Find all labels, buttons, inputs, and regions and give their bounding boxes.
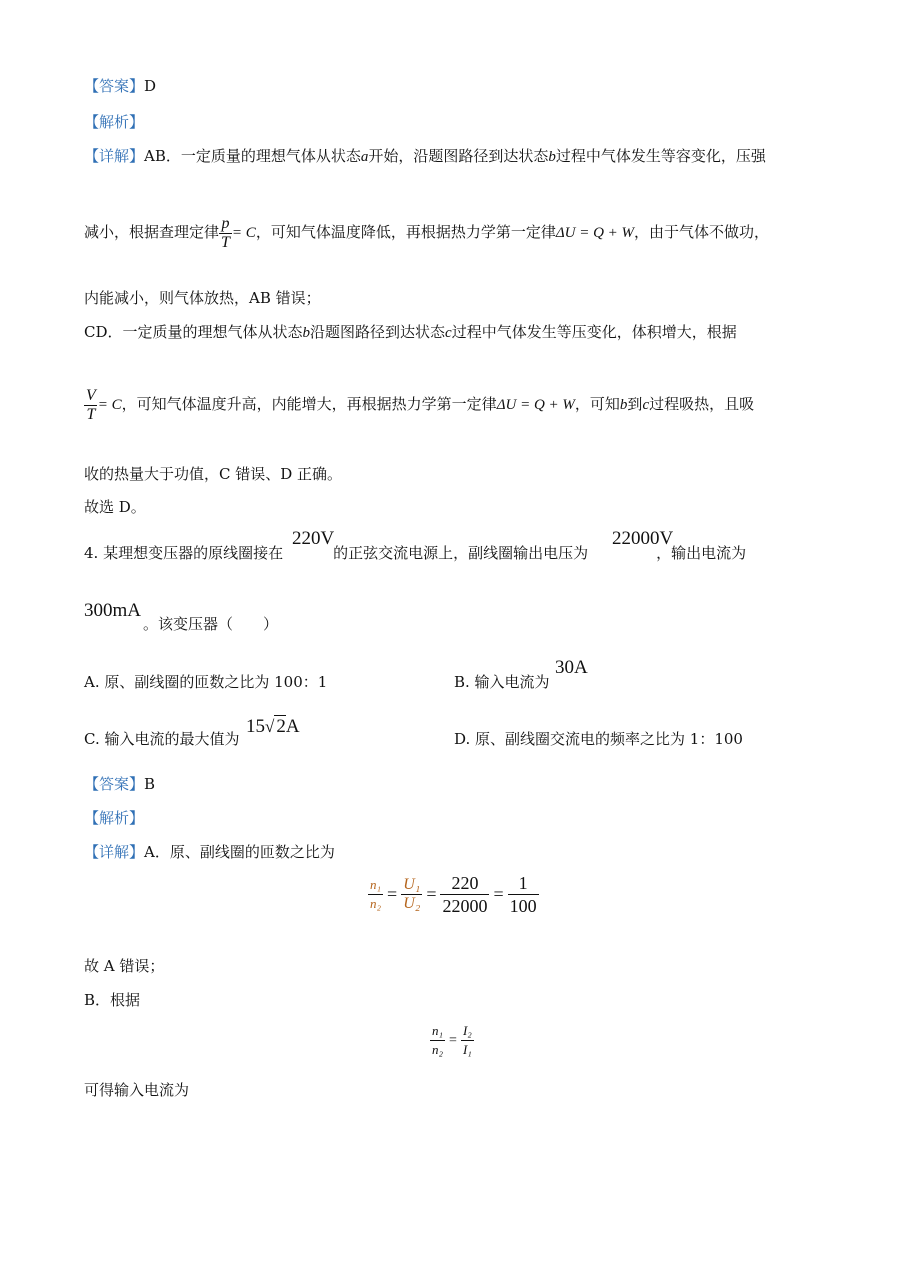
q3-conclusion: 故选 D。 — [84, 498, 146, 516]
gay-lussac-fraction: $\frac{V}{T}$ — [86, 386, 96, 423]
q4-answer: B — [144, 775, 156, 793]
q4-detail-line-1: 【详解】A．原、副线圈的匝数之比为 — [84, 843, 335, 861]
q4-detail-line-2: 故 A 错误； — [84, 957, 165, 975]
q4-analysis-tag: 【解析】 — [84, 809, 145, 827]
q4-detail-line-4: 可得输入电流为 — [84, 1081, 190, 1099]
current-ratio-equation: $\frac{\text{n₁}}{\text{n₂}}$ = $\frac{\text{I₂}}{\text{I₁}}$ — [432, 1023, 472, 1057]
q3-detail-line-5: $\frac{V}{T}$ = C，可知气体温度升高，内能增大，再根据热力学第一定律ΔU = Q + W，可知b到c过程吸热，且吸 — [86, 386, 755, 423]
q4-option-c-value: 15√ 2A — [246, 716, 300, 737]
answer-tag: 【答案】 — [84, 77, 145, 95]
q3-detail-line-6: 收的热量大于功值，C 错误、D 正确。 — [84, 465, 343, 483]
q3-analysis-tag: 【解析】 — [84, 113, 145, 131]
q4-option-c: C. 输入电流的最大值为 — [84, 730, 240, 748]
q3-detail-line-3: 内能减小，则气体放热，AB 错误； — [84, 289, 321, 307]
first-law: ΔU = Q + W — [555, 225, 635, 241]
q4-option-a: A. 原、副线圈的匝数之比为 100：1 — [84, 673, 328, 691]
q4-stem-line-1: 4. 某理想变压器的原线圈接在 的正弦交流电源上，副线圈输出电压为 ，输出电流为 — [84, 544, 747, 562]
turns-ratio-equation: $\frac{\text{n₁}}{\text{n₂}}$ = $\frac{\text{U₁}}{\text{U₂}}$ = $\frac{220}{22000}$ = $\frac{1}{100}$ — [370, 873, 537, 916]
q4-output-voltage: 22000V — [612, 528, 674, 549]
q3-detail-line-2: 减小，根据查理定律 $\frac{p}{T}$ = C，可知气体温度降低，再根据热力学第一定律ΔU = Q + W，由于气体不做功， — [84, 214, 770, 251]
q4-option-b: B. 输入电流为 — [454, 673, 550, 691]
q4-answer-line: 【答案】B — [84, 775, 156, 793]
charles-fraction: $\frac{p}{T}$ — [221, 214, 230, 251]
q3-detail-line-4: CD．一定质量的理想气体从状态b沿题图路径到达状态c过程中气体发生等压变化，体积增大，根据 — [84, 323, 737, 341]
q4-stem-line-2: 。该变压器（ ） — [143, 615, 279, 633]
q3-answer: D — [144, 77, 157, 95]
q4-output-current: 300mA — [84, 600, 141, 621]
detail-tag: 【详解】 — [84, 147, 145, 165]
q3-detail-line-1: 【详解】AB．一定质量的理想气体从状态a开始，沿题图路径到达状态b过程中气体发生等容变化，压强 — [84, 147, 766, 165]
q4-option-b-value: 30A — [555, 657, 588, 678]
q4-input-voltage: 220V — [292, 528, 335, 549]
q4-detail-line-3: B．根据 — [84, 991, 141, 1009]
q4-option-d: D. 原、副线圈交流电的频率之比为 1：100 — [454, 730, 743, 748]
q3-answer-line — [84, 76, 156, 96]
